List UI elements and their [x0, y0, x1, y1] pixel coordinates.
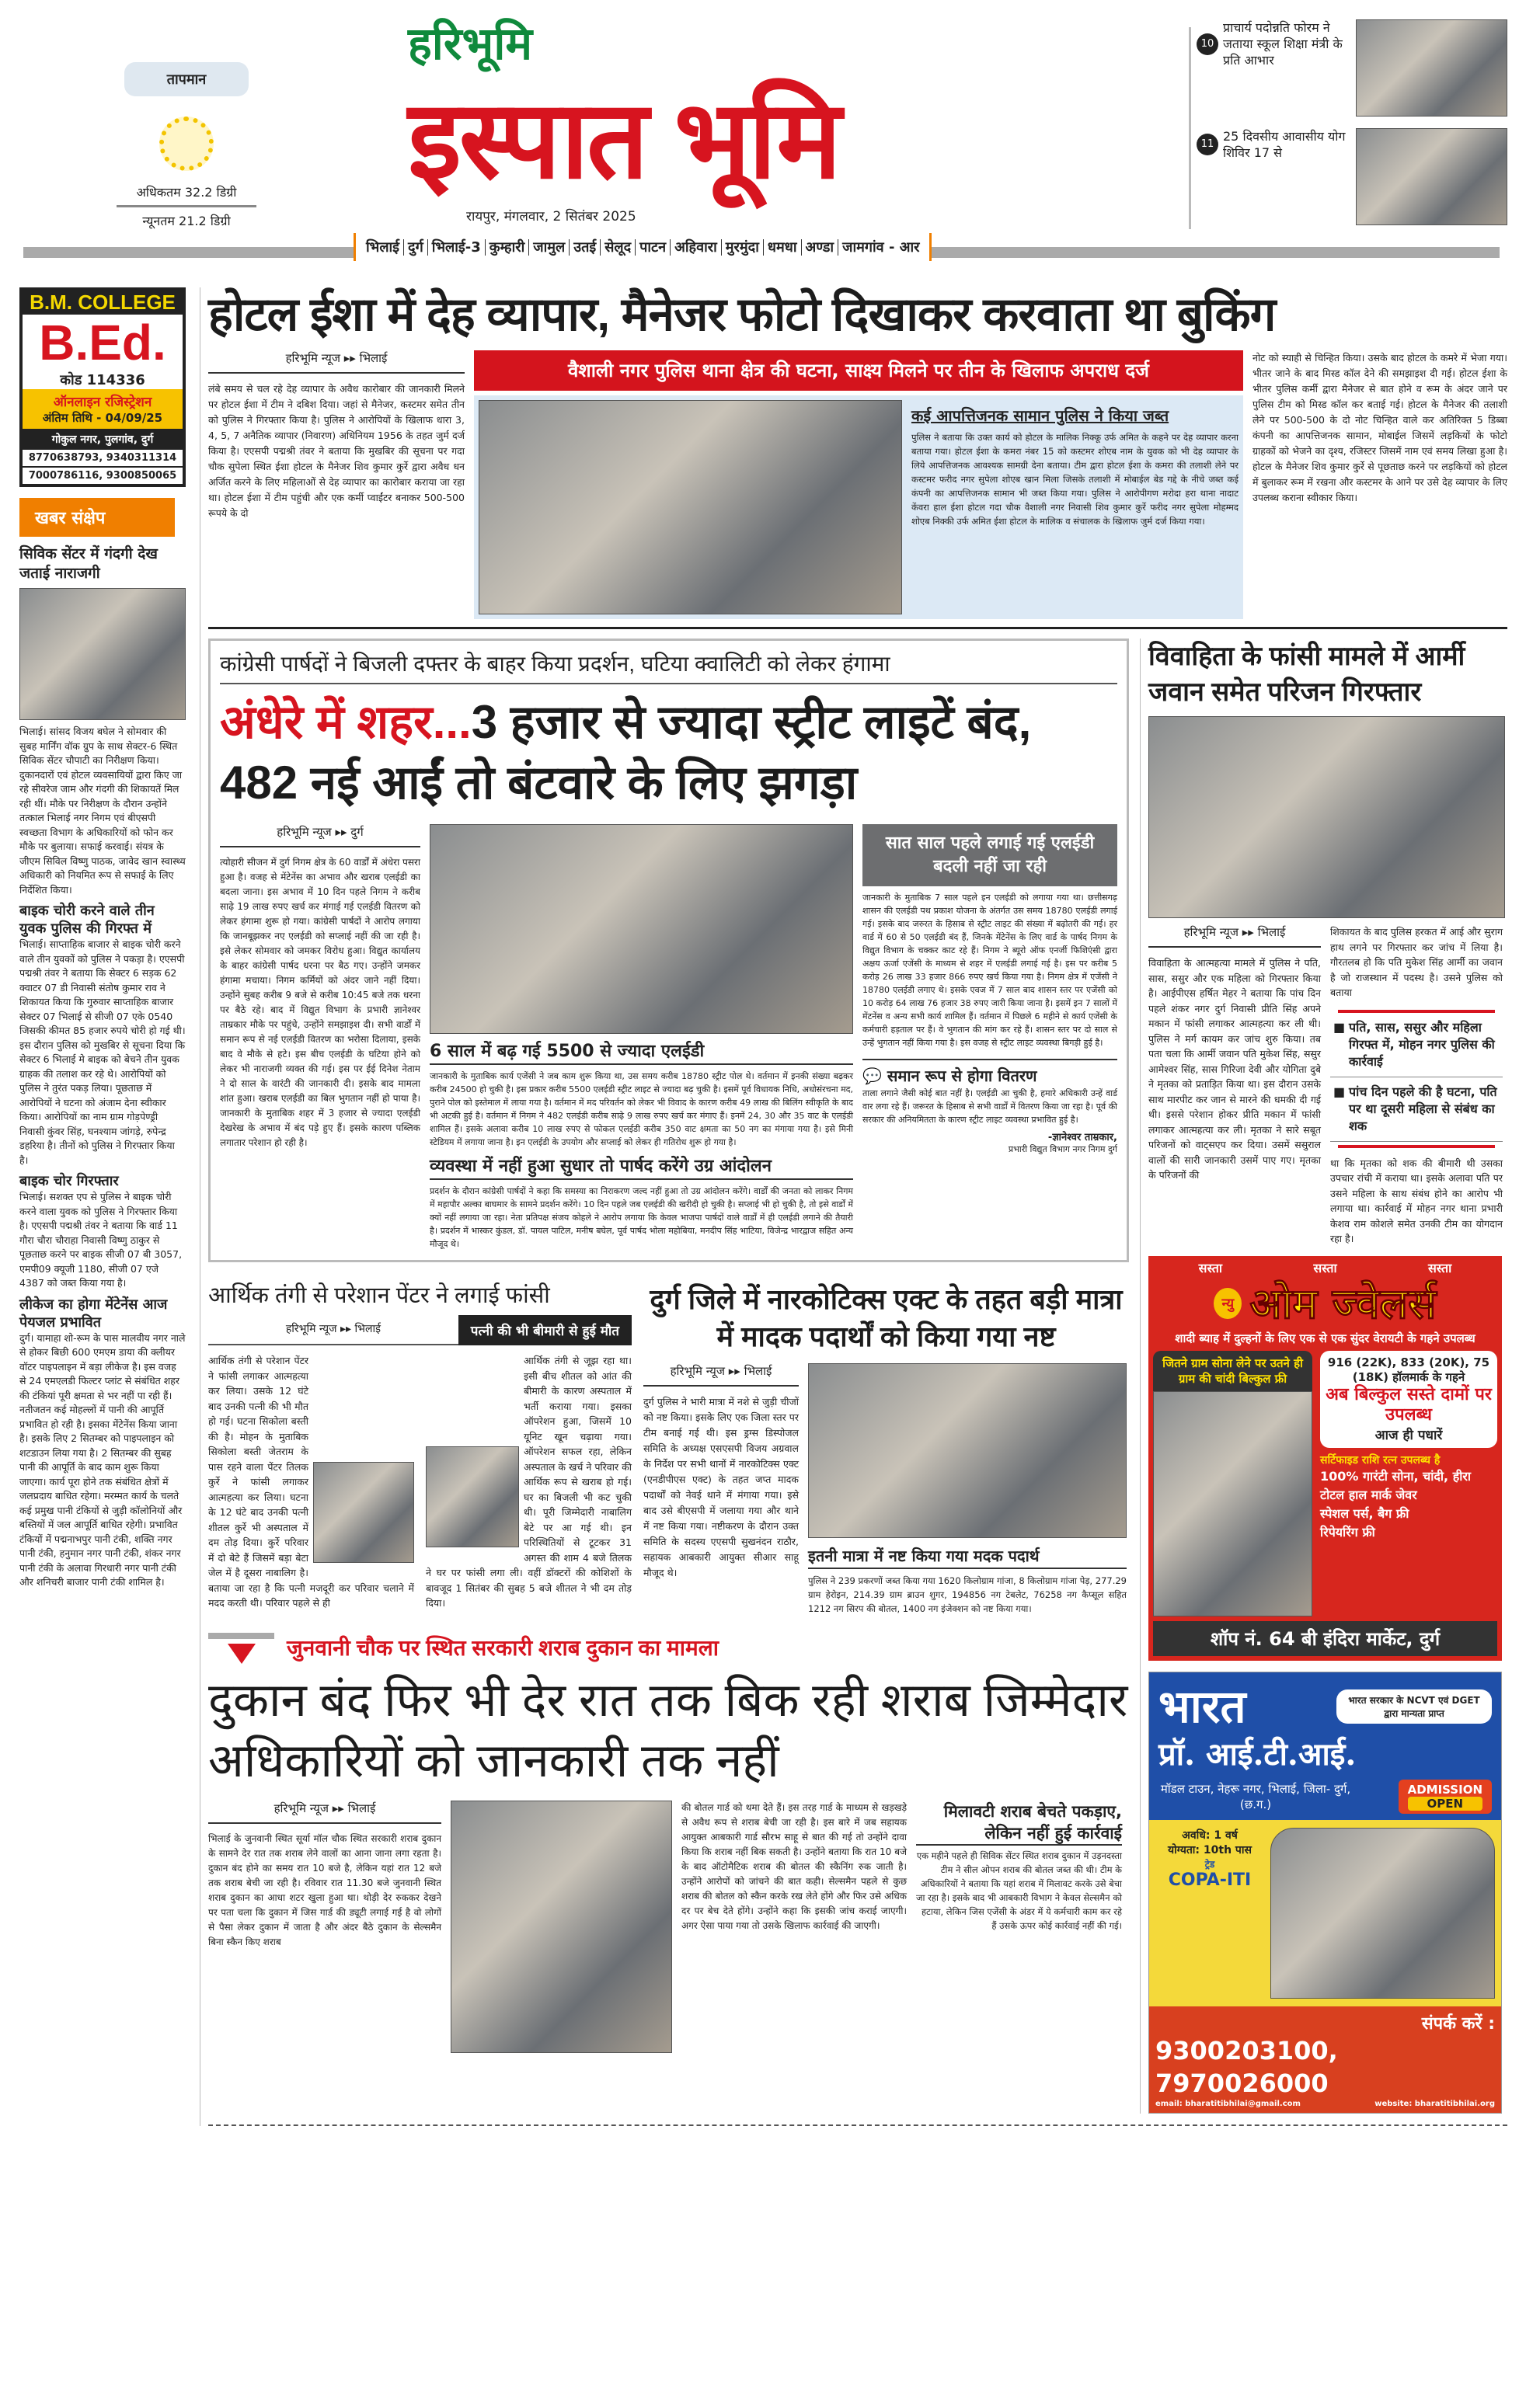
brief-photo — [19, 588, 186, 720]
suicide-body: विवाहिता के आत्महत्या मामले में पुलिस ने पति, सास, ससुर और एक महिला को गिरफ्तार किया है। आईपीएस हर्षित मेहर ने बताया कि पांच दिन पहले शंकर नगर दुर्ग निवासी प्रीति सिंह अपने मकान में फांसी लगाकर आत्महत्या कर ली थी। पुलिस ने मर्ग कायम कर जांच शुरु किया। तब पता चला कि आर्मी जवान पति मुकेश सिंह, ससुर आमेश्वर सिंह, सास गिरिजा देवी और योगिता दुबे ने मृतका को प्रताड़ित किया था। इस दौरान उसके साथ मारपीट कर जान से मारने की धमकी दी गई थी। इससे परेशान होकर प्रीति मकान में फांसी लगाकर आत्महत्या कर ली। मृतका ने सारे सबूत परिजनों को वाट्सएप कर दिया। उसमें ससुराल वालों की सारी जानकारी उसमें पाए गए। मृतका के परिजनों की — [1148, 957, 1321, 1181]
byline: हरिभूमि न्यूज ▸▸ भिलाई — [1148, 924, 1321, 948]
streetlight-story — [208, 639, 1129, 1262]
city-link[interactable]: जामगांव - आर — [842, 239, 920, 256]
suicide-body: शिकायत के बाद पुलिस हरकत में आई और सुराग हाथ लगने पर गिरफ्तार कर जांच में लिया है। गौरतलब हो कि पति मुकेश सिंह आर्मी का जवान है जो राजस्थान में पदस्थ है। उसने पुलिस को बताया — [1330, 926, 1503, 998]
ad-text: सस्ता — [1313, 1260, 1337, 1275]
shop-photo — [1153, 1391, 1312, 1616]
ad-offer: जितने ग्राम सोना लेने पर उतने ही ग्राम की चांदी बिल्कुल फ्री — [1153, 1351, 1312, 1391]
city-link[interactable]: भिलाई-3 — [428, 239, 486, 256]
ad-trade: ट्रेड — [1204, 1858, 1215, 1870]
ad-college: B.M. COLLEGE — [30, 291, 176, 314]
ad-website: website: bharatitibhilai.org — [1374, 2099, 1495, 2108]
headline-rest: 3 हजार से ज्यादा स्ट्रीट लाइटें बंद, 482 नई आईं तो बंटवारे के लिए झगड़ा — [220, 696, 1032, 809]
brief-title: सिविक सेंटर में गंदगी देख जताई नाराजगी — [19, 545, 158, 582]
ad-date: अंतिम तिथि - 04/09/25 — [42, 411, 163, 425]
jewellers-ad[interactable] — [1148, 1256, 1502, 1661]
ad-address: मॉडल टाउन, नेहरू नगर, भिलाई, जिला- दुर्ग, (छ.ग.) — [1160, 1781, 1351, 1811]
brief-body: भिलाई। सांसद विजय बघेल ने सोमवार की सुबह मार्निंग वॉक ग्रुप के साथ सेक्टर-6 स्थित सिविक सेंटर चौपाटी का निरीक्षण किया। दुकानदारों एवं होटल व्यवसायियों द्वारा किए जा रहे सीवरेज जाम और गंदगी की शिकायतें मिल रही थीं। मौके पर निरीक्षण के दौरान उन्होंने तत्काल भिलाई नगर निगम एवं बीएसपी स्वच्छता विभाग के अधिकारियों को फोन कर मौके पर बुलाया। सफाई करवाई। संयत्र के जीएम सिविल विष्णु पाठक, जावेद खान स्वास्थ्य अधिकारी को नियमित रूप से सफाई के लिए निर्देशित किया। — [19, 726, 186, 896]
ad-eligibility: योग्यता: 10th पास — [1168, 1843, 1252, 1856]
subhead: मिलावटी शराब बेचते पकड़ाए, लेकिन नहीं हुई कार्रवाई — [916, 1801, 1122, 1846]
ad-recognition: भारत सरकार के NCVT एवं DGET द्वारा मान्यता प्राप्त — [1336, 1689, 1492, 1724]
ad-brand: भारत — [1158, 1679, 1246, 1733]
brief-title: लीकेज का होगा मेंटेनेंस आज पेयजल प्रभावित — [19, 1296, 168, 1331]
highlight-bullet: ■ पति, सास, ससुर और महिला गिरफ्त में, मोहन नगर पुलिस की कार्रवाई — [1330, 1013, 1503, 1077]
brand-small: हरिभूमि — [408, 19, 533, 69]
speech-bubble-icon: 💬 — [862, 1067, 887, 1085]
headline-red: अंधेरे में शहर... — [220, 696, 472, 748]
liquor-body: भिलाई के जुनवानी स्थित सूर्या मॉल चौक स्थित सरकारी शराब दुकान के सामने देर रात तक शराब लेने वालों का आना जाना लगा रहता है। दुकान बंद होने का समय रात 10 बजे है, लेकिन यहां रात 12 बजे तक शराब बेची जा रही है। रविवार रात 11.30 बजे जुनवानी स्थित शराब दुकान का आधा शटर खुला हुआ था। थोड़ी देर रुककर देखने पर पता चला कि दुकान में जिस गार्ड की ड्यूटी लगाई गई है वो लोगों से पैसा लेकर दुकान में जाता है और अंदर बैठे दुकान के सेल्समैन बिना स्कैन किए शराब — [208, 1833, 441, 1947]
teaser-photo — [1356, 128, 1507, 225]
ad-cheap: अब बिल्कुल सस्ते दामों पर उपलब्ध — [1326, 1384, 1492, 1425]
teaser-photo — [1356, 19, 1507, 117]
ad-point: 100% गारंटी सोना, चांदी, हीरा — [1320, 1468, 1472, 1484]
iti-ad[interactable] — [1148, 1672, 1502, 2114]
brand-big: इस्पात भूमि — [408, 78, 840, 200]
arrow-icon — [228, 1644, 256, 1664]
ad-brand: ओम ज्वेलर्स — [1249, 1278, 1437, 1328]
sun-icon — [159, 117, 214, 171]
narcotics-body: दुर्ग पुलिस ने भारी मात्रा में नशे से जुड़ी चीजों को नष्ट किया। इसके लिए एक जिला स्तर पर टीम बनाई गई थी। इस ड्रग्स डिस्पोजल समिति के अध्यक्ष एसएसपी विजय अग्रवाल के निर्देश पर सभी थानों में नारकोटिक्स एक्ट (एनडीपीएस एक्ट) के तहत जप्त मादक पदार्थों को नेवई थाने में मंगाया गया। इसे बाद उसे बीएसपी में जलाया गया और थाने में नष्ट किया गया। नष्टीकरण के दौरान उक्त समिति के सदस्य एएसपी सुखनंदन राठौर, सहायक आबकारी आयुक्त सीआर साहू मौजूद थे। — [643, 1396, 799, 1578]
ad-point: स्पेशल पर्स, बैग फ्री — [1320, 1505, 1409, 1521]
ad-tagline: शादी ब्याह में दुल्हनों के लिए एक से एक सुंदर वेरायटी के गहने उपलब्ध — [1175, 1331, 1475, 1345]
admission-label: ADMISSION — [1407, 1782, 1482, 1797]
liquor-kicker: जुनवानी चौक पर स्थित सरकारी शराब दुकान का मामला — [287, 1636, 719, 1660]
city-link[interactable]: जामुल — [529, 239, 570, 256]
box-title: कई आपत्तिजनक सामान पुलिस ने किया जब्त — [911, 406, 1169, 425]
byline: हरिभूमि न्यूज ▸▸ भिलाई — [208, 1315, 458, 1345]
page-number: 10 — [1197, 33, 1218, 55]
liquor-headline: दुकान बंद फिर भी देर रात तक बिक रही शराब जिम्मेदार अधिकारियों को जानकारी तक नहीं — [208, 1674, 1128, 1787]
ad-course: B.Ed. — [39, 315, 166, 371]
painter-body: आर्थिक तंगी से परेशान पेंटर ने फांसी लगाकर आत्महत्या कर लिया। उसके 12 घंटे बाद उनकी पत्नी की भी मौत हो गई। घटना सिकोला बस्ती की है। मोहन के मुताबिक सिकोला बस्ती जेतराम के पास रहने वाला पेंटर तिलक कुर्रे ने फांसी लगाकर आत्महत्या कर लिया। घटना के 12 घंटे बाद उनकी पत्नी शीतल कुर्रे भी अस्पताल में दम तोड़ दिया। कुर्रे परिवार में दो बेटे हैं जिसमें बड़ा बेटा जेल में है दूसरा नाबालिग है। बताया जा रहा है कि पत्नी मजदूरी कर परिवार चलाने में मदद करती थी। परिवार पहले से ही — [208, 1355, 414, 1609]
victim-photo — [426, 1446, 519, 1547]
city-link[interactable]: सेलूद — [601, 239, 636, 256]
ad-contact: संपर्क करें : — [1421, 2013, 1495, 2034]
teaser-1[interactable] — [1197, 19, 1507, 120]
narcotics-photo — [808, 1363, 1127, 1538]
quote-body: ताला लगाने जैसी कोई बात नहीं है। एलईडी आ चुकी है, हमारे अधिकारी उन्हें वार्ड वार लगा रहे हैं। जरूरत के हिसाब से सभी वार्डों में वितरण किया जा रहा है। पूर्व की सरकार की अनियमितता के कारण स्ट्रीट लाइट व्यवस्था प्रभावित हुई है। — [862, 1088, 1117, 1125]
subhead: व्यवस्था में नहीं हुआ सुधार तो पार्षद करेंगे उग्र आंदोलन — [430, 1155, 853, 1180]
max-temp: अधिकतम 32.2 डिग्री — [117, 183, 256, 207]
ad-point: टोटल हाल मार्क जेवर — [1320, 1487, 1417, 1502]
min-temp: न्यूनतम 21.2 डिग्री — [142, 214, 231, 228]
lead-box — [474, 395, 1243, 619]
city-link[interactable]: धमधा — [764, 239, 802, 256]
ad-phones: 9300203100, 7970026000 — [1155, 2035, 1338, 2098]
city-link[interactable]: मुरमुंदा — [722, 239, 764, 256]
protest-photo — [430, 824, 853, 1034]
ad-address: शॉप नं. 64 बी इंदिरा मार्केट, दुर्ग — [1153, 1621, 1497, 1656]
ad-phones: 8770638793, 9340311314 — [23, 450, 183, 466]
ad-text: सस्ता — [1198, 1260, 1222, 1275]
city-link[interactable]: अहिवारा — [671, 239, 722, 256]
suicide-headline: विवाहिता के फांसी मामले में आर्मी जवान समेत परिजन गिरफ्तार — [1148, 642, 1465, 707]
page-bottom-rule — [208, 2124, 1507, 2126]
byline: हरिभूमि न्यूज ▸▸ भिलाई — [208, 350, 465, 374]
quote-author: -ज्ञानेश्वर ताम्रकार, — [1047, 1132, 1117, 1143]
open-label: OPEN — [1408, 1797, 1482, 1811]
brief-body: भिलाई। सशक्त एप से पुलिस ने बाइक चोरी करने वाला युवक को पुलिस ने गिरफ्तार किया है। एएसपी पद्मश्री तंवर ने बताया कि वार्ड 11 गौरा चौरा चौराहा निवासी विष्णु ठाकुर से पूछताछ करने पर बाइक सीजी 07 बी 3057, एमपी09 क्यूजी 1180, सीजी 07 एजे 4387 को जब्त किया गया है। — [19, 1191, 183, 1289]
ad-text: सस्ता — [1427, 1260, 1452, 1275]
subhead-body: एक महीने पहले ही सिविक सेंटर स्थित शराब दुकान में उड़नदस्ता टीम ने सील ओपन शराब की बोतल जब्त की थी। टीम के अधिकारियों ने बताया कि यहां शराब में मिलावट करके उसे बेचा जा रहा है। इसके बाद भी आबकारी विभाग ने केवल सेल्समैन को हटाया, लेकिन जिस एजेंसी के अंडर में ये कर्मचारी काम कर रहे हैं उसके ऊपर कोई कार्रवाई नहीं की गई। — [916, 1850, 1123, 1931]
liquor-body: की बोतल गार्ड को थमा देते हैं। इस तरह गार्ड के माध्यम से खड़खड़े से अवैध रूप से शराब बेची जा रही है। इस बारे में जब सहायक आयुक्त आबकारी गार्ड सौरभ साहू से बात की गई तो उन्होंने दावा किया कि शराब नहीं बिक सकती है। उन्होंने बताया कि रात 10 बजे के बाद ऑटोमैटिक शराब की बोतल की स्कैनिंग रुक जाती है। उन्होंने आरोपों को जांचने की बात कही। सेल्समैन पहले से कुछ शराब की बोतल को स्कैन करके रख लेते होंगे और फिर उसे अधिक दर पर बेच देते होंगे। उन्होंने कहा कि इसकी जांच कराई जाएगी। अगर ऐसा पाया गया तो उसके खिलाफ कार्रवाई की जाएगी। — [681, 1802, 907, 1931]
subhead: इतनी मात्रा में नष्ट किया गया मदक पदार्थ — [808, 1544, 1127, 1569]
city-list — [354, 233, 932, 261]
grey-box-title: सात साल पहले लगाई गई एलईडी बदली नहीं जा रही — [862, 824, 1117, 886]
subhead-body: जानकारी के मुताबिक कार्य एजेंसी ने जब काम शुरू किया था, उस समय करीब 18780 स्ट्रीट पोल थे। वर्तमान में इनकी संख्या बढ़कर करीब 24500 हो चुकी है। इस प्रकार करीब 5500 एलईडी स्ट्रीट लाइट से ज्यादा बढ़ चुकी है। इसमें पूर्व विधायक निधि, अधोसंरचना मद, पुराने पोल को इस्तेमाल में लाया गया है। वर्तमान में मद परिवर्तन को लेकर भी विवाद के कारण करीब 49 लाख की बिलिंग स्वीकृति के बाद भी अटकी हुई है। वर्तमान में निगम ने 482 एलईडी करीब साढ़े 9 लाख रुपए खर्च कर मंगाए हैं। इनमें 24, 30 और 35 वाट के एलईडी शामिल हैं। इसके अलावा करीब 10 लाख रुपए से फोकल एलईडी करीब 350 वाट क्षमता का 50 नग का मंगाया गया है। इसे मिनी स्टेडियम में लगाया जाना है। इन एलईडी के उपयोग और सप्लाई को लेकर ही गतिरोध शुरू हो गया है। — [430, 1071, 853, 1147]
ad-badge: न्यु — [1214, 1288, 1242, 1319]
brief-title: बाइक चोरी करने वाले तीन युवक पुलिस की गिरफ्त में — [19, 903, 155, 937]
suicide-photo — [1148, 716, 1505, 918]
teaser-text: प्राचार्य पदोन्नति फोरम ने जताया स्कूल शिक्षा मंत्री के प्रति आभार — [1223, 20, 1343, 68]
streetlight-body: त्योहारी सीजन में दुर्ग निगम क्षेत्र के 60 वार्डों में अंधेरा पसरा हुआ है। वजह से मेंटेनेंस का अभाव और खराब एलईडी का बदला जाना। इस अभाव में 10 दिन पहले निगम ने करीब साढ़े 19 लाख रुपए खर्च कर मंगाई गई एलईडी वितरण को लेकर हंगामा शुरू हो गया। कांग्रेसी पार्षदों ने आरोप लगाया कि जानबूझकर नए एलईडी को सप्लाई नहीं की जा रही है। इसे लेकर सोमवार को जमकर विरोध हुआ। विद्युत कार्यालय के बाहर कांग्रेसी पार्षद धरना पर बैठ गए। उन्होंने जमकर हंगामा मचाया। निगम कर्मियों को अंदर जाने नहीं दिया। उन्होंने सुबह करीब 9 बजे से करीब 10:45 बजे तक धरना पर बैठे रहे। बाद में विद्युत विभाग के प्रभारी ज्ञानेश्वर ताम्रकार मौके पर पहुंचे, उन्होंने समझाइश दी। सभी वार्डों में समान रूप से नई एलईडी वितरण का भरोसा दिलाया, इसके बाद वे मौके से हटे। इस बीच एलईडी के घटिया होने को लेकर भी नाराजगी व्यक्त की गई। इस पर ईई दिनेश नेताम ने दो साल के वारंटी की जानकारी दी। इसके बाद मामला शांत हुआ। खराब एलईडी का बिल भुगतान नहीं हो पाया है। जानकारी के मुताबिक शहर में 3 हजार से ज्यादा एलईडी देखरेख के अभाव में बंद पड़े हुए हैं। इसके कारण पब्लिक लगातार परेशान हो रही है। — [220, 857, 420, 1148]
teaser-text: 25 दिवसीय आवासीय योग शिविर 17 से — [1223, 129, 1346, 160]
subhead-body: पुलिस ने 239 प्रकरणों जब्त किया गया 1620 किलोग्राम गांजा, 8 किलोग्राम गांजा पेड़, 277.29 ग्राम हेरोइन, 214.39 ग्राम ब्राउन शुगर, 194856 नग टेबलेट, 76258 नग कैप्सूल सहित 1212 नग सिरप की बोतल, 1400 नग इंजेक्शन को नष्ट किया गया। — [808, 1575, 1127, 1614]
streetlight-kicker: कांग्रेसी पार्षदों ने बिजली दफ्तर के बाहर किया प्रदर्शन, घटिया क्वालिटी को लेकर हंगामा — [220, 650, 1117, 684]
lead-body-cont: नोट को स्याही से चिन्हित किया। उसके बाद होटल के कमरे में भेजा गया। भीतर जाने के बाद मिस्ड कॉल देने की समझाइश दी गई। होटल ईशा के भीतर पुलिस कर्मी द्वारा मैनेजर से बात होने व रूम के अंदर जाने पर पुलिस टीम को मिस्ड कॉल कर बताई गई। होटल के मैनेजर की तलाशी लेने पर 500-500 के दो नोट चिन्हित वाले कर अतिरिक्त 5 डिब्बा कंपनी का आपत्तिजनक सामान, मोबाईल जिसमें लड़कियों के फोटो ग्राहकों को भेजने का दृश्य, रजिस्टर जिसमें नाम एवं समय लिखा हुआ है। होटल के मैनेजर शिव कुमार कुर्रे से पूछताछ करने पर लड़कियों को होटल में बुलाकर रूम में रखना और कस्टमर के आने पर उसे देह व्यापार के लिए उपलब्ध कराना स्वीकार किया। — [1252, 352, 1507, 503]
ad-point: रिपेयरिंग फ्री — [1320, 1524, 1375, 1540]
narcotics-headline: दुर्ग जिले में नारकोटिक्स एक्ट के तहत बड़ी मात्रा में मादक पदार्थों को किया गया नष्ट — [650, 1283, 1123, 1352]
brief-title: बाइक चोर गिरफ्तार — [19, 1173, 119, 1189]
college-ad[interactable] — [19, 287, 186, 487]
page-number: 11 — [1197, 134, 1218, 155]
liquor-shop-photo — [451, 1801, 672, 2053]
ad-gems: सर्टिफाइड राशि रत्न उपलब्ध है — [1320, 1453, 1441, 1467]
streetlight-headline — [220, 692, 1117, 813]
lead-deck: वैशाली नगर पुलिस थाना क्षेत्र की घटना, साक्ष्य मिलने पर तीन के खिलाफ अपराध दर्ज — [474, 350, 1243, 391]
byline: हरिभूमि न्यूज ▸▸ भिलाई — [643, 1363, 799, 1387]
ad-code: कोड 114336 — [60, 372, 145, 388]
weather-box — [117, 62, 256, 229]
lead-body: लंबे समय से चल रहे देह व्यापार के अवैध कारोबार की जानकारी मिलने पर होटल ईशा में टीम ने दबिश दिया। जहां से मैनेजर, कस्टमर समेत तीन को पुलिस ने गिरफ्तार किया है। पुलिस ने आरोपियों के खिलाफ धारा 3, 4, 5, 7 अनैतिक व्यापार (निवारण) अधिनियम 1956 के तहत जुर्म दर्ज किया है। एएसपी पद्मश्री तंवर ने बताया कि मुखबिर की सूचना पर गदा चौक सुपेला स्थित ईशा होटल के मैनेजर शिव कुमार कुर्रे द्वारा अवैध धन अर्जित करने के लिए महिलाओं से देह व्यापार का कारोबार कराया जा रहा था। होटल ईशा में टीम पहुंची और एक कर्मी प्वाईंटर बनाकर 500-500 रूपये के दो — [208, 383, 465, 519]
brief-body: दुर्ग। यामाहा शो-रूम के पास मालवीय नगर नाले से होकर बिछी 600 एमएम डाया की क्लीयर वॉटर पाइपलाइन में बड़ा लीकेज है। इस वजह से 24 एमएलडी फिल्टर प्लांट से संबंधित शहर की टंकियां पूरी क्षमता से भर नहीं पा रही हैं। नतीजतन कई मोहल्लों में पानी की आपूर्ति प्रभावित हो रही है। इसका मेंटेनेंस किया जाना है। इसके लिए 2 सितम्बर को पाइपलाइन को शटडाउन लिया गया है। 2 सितम्बर की सुबह पानी की आपूर्ति के बाद काम शुरू किया जाएगा। कार्य पूरा होने तक संबंधित क्षेत्रों में जलप्रदाय बाधित रहेगा। मरम्मत कार्य के चलते कई प्रमुख पानी टंकियों से जुड़ी कॉलोनियों और बस्तियों में जल आपूर्ति बाधित रहेगी। प्रभावित टंकियों में पद्मनाभपुर पानी टंकी, शक्ति नगर पानी टंकी, हनुमान नगर पानी टंकी, शंकर नगर पानी टंकी के अलावा गिरधारी नगर पानी टंकी और शनिचरी बाजार पानी टंकी शामिल है। — [19, 1331, 186, 1588]
highlight-bullet: ■ पांच दिन पहले की है घटना, पति पर था दूसरी महिला से संबंध का शक — [1330, 1077, 1503, 1142]
victim-photo — [313, 1462, 414, 1563]
ad-brand-2: प्रॉ. आई.टी.आई. — [1158, 1735, 1357, 1773]
lead-photo — [479, 400, 902, 614]
grey-box-body: जानकारी के मुताबिक 7 साल पहले इन एलईडी को लगाया गया था। छत्तीसगढ़ शासन की एलईडी पथ प्रकाश योजना के अंतर्गत उस समय 18780 एलईडी लगाई गई। इसके बाद जरुरत के हिसाब से स्ट्रीट लाइट की संख्या में बढ़ोतरी की गई। हर वार्ड में 60 से 50 एलईडी बंद हैं, जिनके मेंटेनेंस के लिए वार्ड के पार्षद निगम के विद्युत विभाग के चक्कर काट रहे हैं। निगम ने ब्यूरो ऑफ एनर्जी फिशिएंसी द्वारा अक्षय ऊर्जा एजेंसी के माध्यम से शहर में एलईडी लगाई गई है। इस पर करीब 5 करोड़ 26 लाख 33 हजार 866 रुपए खर्च किया गया है। निगम क्षेत्र में एजेंसी ने 18780 एलईडी लगाए थे। इसके एवज में 7 साल बाद शासन स्तर पर एजेंसी को 10 करोड़ 64 लाख 76 हजार 38 रुपए जारी किया जाना है। इसमें इन 7 सालों में मेंटनेंस व अन्य सभी कार्य शामिल हैं। वर्तमान में पिछले 6 महीने से कार्य एजेंसी के कर्मचारी हड़ताल पर हैं। वे भुगतान की मांग कर रहे हैं। शासन स्तर पर दो साल से उन्हें भुगतान नहीं किया गया है। इस वजह से स्ट्रीट लाइट व्यवस्था बिगड़ी हुई है। — [862, 893, 1117, 1048]
lead-headline: होटल ईशा में देह व्यापार, मैनेजर फोटो दिखाकर करवाता था बुकिंग — [208, 288, 1276, 340]
byline: हरिभूमि न्यूज ▸▸ भिलाई — [208, 1801, 441, 1824]
ad-duration: अवधि: 1 वर्ष — [1182, 1829, 1238, 1842]
quote-role: प्रभारी विद्युत विभाग नगर निगम दुर्ग — [1008, 1144, 1117, 1154]
section-label: खबर संक्षेप — [19, 498, 175, 537]
city-link[interactable]: दुर्ग — [404, 239, 428, 256]
city-link[interactable]: अण्डा — [802, 239, 839, 256]
painter-body: आर्थिक तंगी से जूझ रहा था। इसी बीच शीतल को आंत की बीमारी के कारण अस्पताल में भर्ती कराया गया। इसका ऑपरेशन हुआ, जिसमें 10 यूनिट खून चढ़ाया गया। ऑपरेशन सफल रहा, लेकिन अस्पताल के खर्च ने परिवार की आर्थिक रूप से खराब हो गई। घर का बिजली भी कट चुकी थी। पूरी जिम्मेदारी नाबालिग बेटे पर आ गई थी। इन परिस्थितियों से टूटकर 31 अगस्त की शाम 4 बजे तिलक ने घर पर फांसी लगा ली। वहीं डॉक्टरों की कोशिशों के बावजूद 1 सितंबर की सुबह 5 बजे शीतल ने भी दम तोड़ दिया। — [426, 1355, 632, 1609]
painter-deck: पत्नी की भी बीमारी से हुई मौत — [458, 1315, 632, 1345]
ad-course: COPA-ITI — [1168, 1870, 1252, 1890]
quote-title: 💬 समान रूप से होगा वितरण — [862, 1059, 1117, 1087]
brief-body: भिलाई। साप्ताहिक बाजार से बाइक चोरी करने वाले तीन युवकों को पुलिस ने पकड़ा है। एएसपी पद्मश्री तंवर ने बताया कि सेक्टर 6 सड़क 62 क्वाटर 07 डी निवासी संतोष कुमार राव ने शिकायत किया कि गुरुवार साप्ताहिक बाजार सेक्टर 07 भिलाई से सीजी 07 एके 0540 जिसकी कीमत 85 हजार रुपये चोरी हो गई थी। इस दौरान पुलिस को मुखबिर से सूचना दिया कि सेक्टर 6 भिलाई मे बाइक को बेचने तीन युवक ग्राहक की तलाश कर रहे थे। आरोपियों को पुलिस ने तुरंत पकड़ लिया। पूछताछ में आरोपियों ने घटना को अंजाम देना स्वीकार किया। आरोपियों का नाम ग्राम गोड़पेण्ड्री निवासी कुंवर सिंह, घनश्याम जांगड़े, रुपेन्द्र डहरिया है। तीनों को पुलिस ने गिरफ्तार किया है। — [19, 938, 186, 1166]
subhead-body: प्रदर्शन के दौरान कांग्रेसी पार्षदों ने कहा कि समस्या का निराकरण जल्द नहीं हुआ तो उग्र आंदोलन करेंगे। वार्डों की जनता को लाकर निगम में महापौर अल्का बाघमार के सामने प्रदर्शन करेंगे। 10 दिन पहले जब एलईडी की खरीदी हो चुकी है। सप्लाई भी हो चुकी है, तो इसे वार्डों में क्यों नहीं लगाया जा रहा। नेता प्रतिपक्ष संजय कोहले ने आरोप लगाया कि केवल भाजपा पार्षदों वाले वार्डों में ही एलईडी लगाने की तैयारी है। प्रदर्शन में भास्कर कुंडल, डॉ. पायल पाटिल, मनीष बघेल, पूर्व पार्षद भोला महोबिया, मनदीप सिंह भाटिया, विजेन्द्र भारद्वाज सहित अन्य मौजूद थे। — [430, 1186, 853, 1249]
ad-reg: ऑनलाइन रजिस्ट्रेशन — [53, 395, 152, 410]
students-photo — [1270, 1828, 1495, 1999]
box-body: पुलिस ने बताया कि उक्त कार्य को होटल के मालिक निक्कू उर्फ अमित के कहने पर देह व्यापार करना बताया गया। होटल ईशा के कमरा नंबर 15 को कस्टमर शोएब नाम के युवक को भी देह व्यापार के लिये आपत्तिजनक आवश्यक सामग्री देना बताया। टीम द्वारा होटल ईशा के कमरा की तलाशी लेने पर कस्टमर फरीद नगर सुपेला शोएब खान मिला जिसके तलाशी में मोबाईल बेड गद्दे के नीचे जब्त कई कंपनी का आपत्तिजनक सामान भी जब्त किया गया। पुलिस ने आरोपीगण मरोदा हरा थाना नादाट केंवरा हाल ईशा होटल गदा चौक वैशाली नगर निवासी शिव कुमार कुर्रे फरीद नगर सुपेला मोहम्मद शोएब निक्की उर्फ अमित ईशा होटल के मालिक व संचालक के खिलाफ जुर्म दर्ज किया गया। — [911, 432, 1239, 527]
city-link[interactable]: पाटन — [636, 239, 671, 256]
ad-phones: 7000786116, 9300850065 — [23, 468, 183, 484]
ad-address: गोकुल नगर, पुलगांव, दुर्ग — [51, 433, 154, 446]
weather-label: तापमान — [124, 62, 249, 96]
ad-hallmark: 916 (22K), 833 (20K), 75 (18K) हॉलमार्क के गहने — [1327, 1355, 1490, 1384]
city-link[interactable]: कुम्हारी — [486, 239, 530, 256]
teaser-2[interactable] — [1197, 128, 1507, 229]
city-link[interactable]: उतई — [570, 239, 601, 256]
byline: हरिभूमि न्यूज ▸▸ दुर्ग — [220, 824, 420, 847]
suicide-body: था कि मृतका को शक की बीमारी थी उसका उपचार रांची में कराया था। इसके अलावा पति पर उसने महिला के साथ संबंध होने का आरोप भी लगाया था। कार्रवाई में मोहन नगर थाना प्रभारी केशव राम कोशले समेत उनकी टीम का योगदान रहा है। — [1330, 1157, 1503, 1244]
ad-email: email: bharatitibhilai@gmail.com — [1155, 2099, 1301, 2108]
subhead: 6 साल में बढ़ गई 5500 से ज्यादा एलईडी — [430, 1040, 853, 1065]
city-link[interactable]: भिलाई — [362, 239, 404, 256]
painter-headline: आर्थिक तंगी से परेशान पेंटर ने लगाई फांसी — [208, 1283, 550, 1308]
dateline: रायपुर, मंगलवार, 2 सितंबर 2025 — [466, 209, 636, 224]
ad-visit: आज ही पधारें — [1374, 1427, 1443, 1443]
